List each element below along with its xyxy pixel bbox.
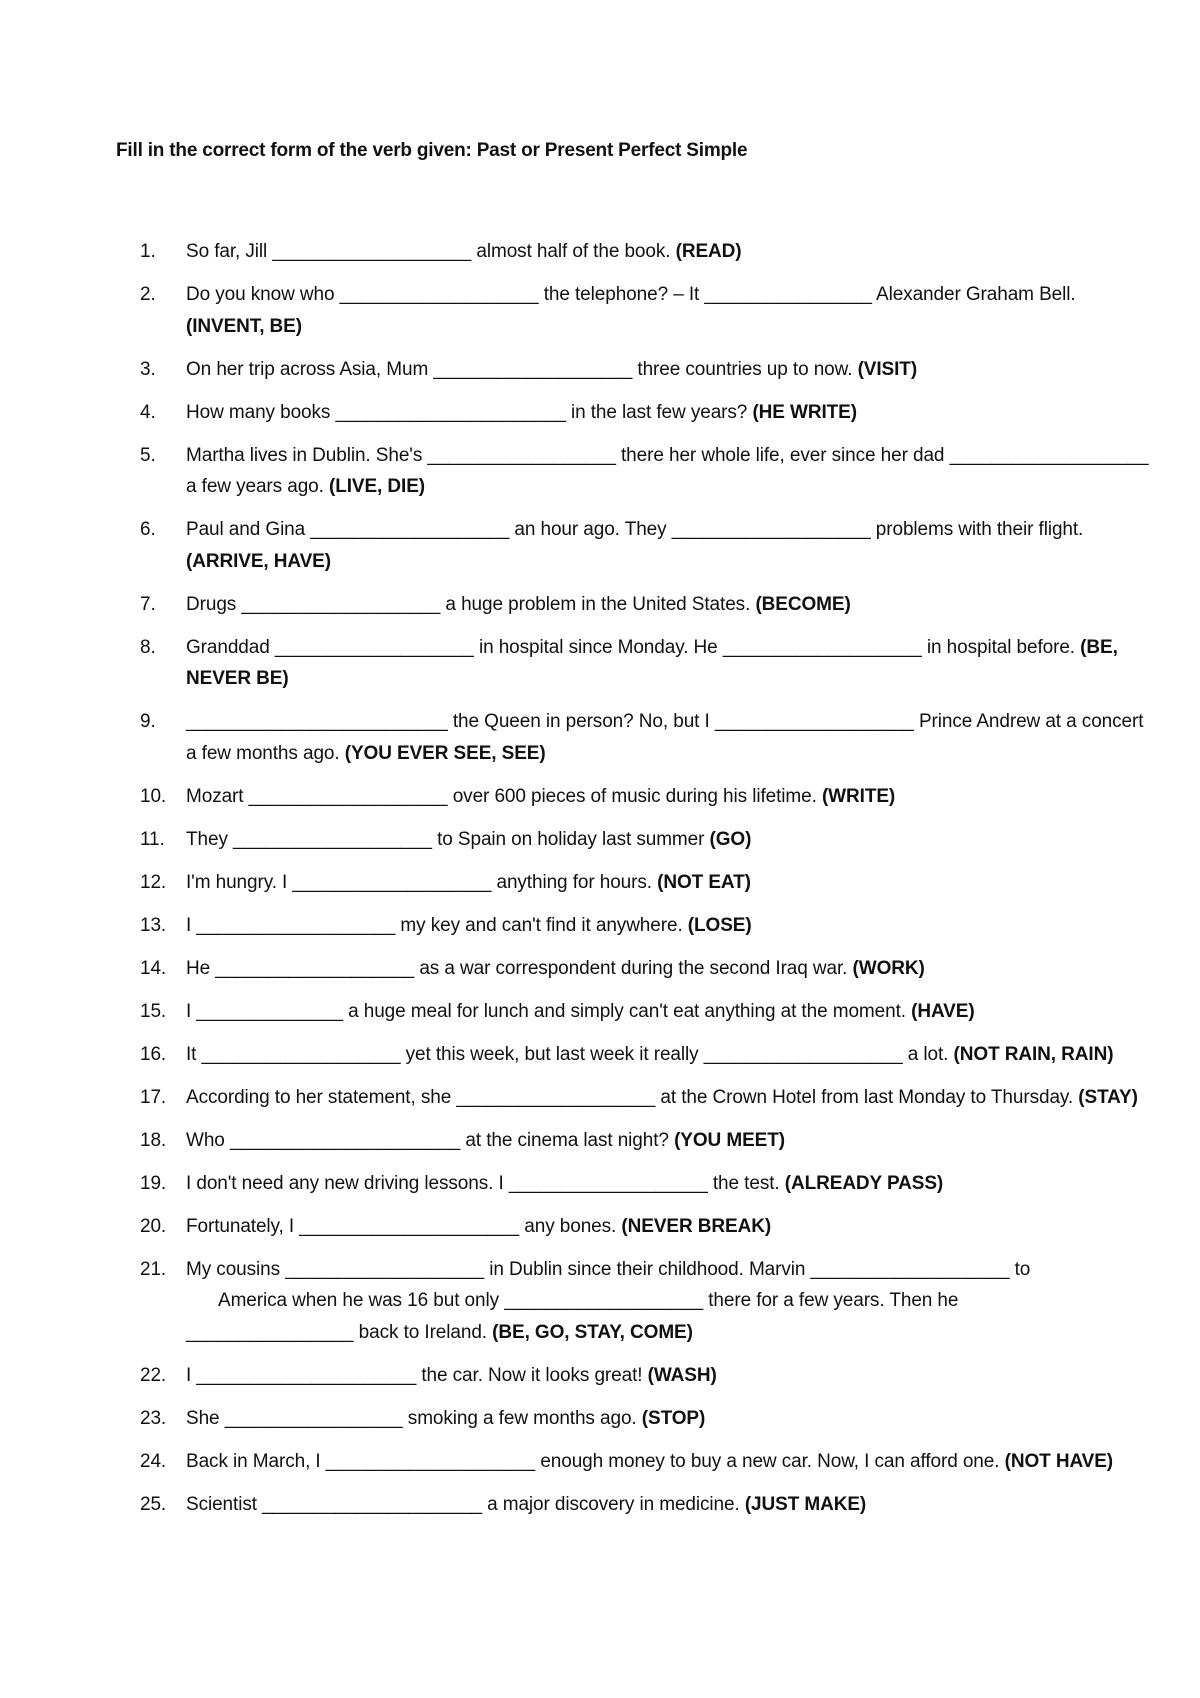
answer-blank[interactable]: ___________________ — [285, 1258, 485, 1280]
exercise-item — [140, 589, 1150, 621]
exercise-sentence — [186, 637, 1118, 690]
answer-blank[interactable]: ___________________ — [949, 444, 1149, 466]
answer-blank[interactable]: _____________________ — [299, 1215, 520, 1237]
exercise-item — [140, 996, 1150, 1028]
verb-hint: (HAVE) — [911, 1000, 975, 1022]
sentence-text: in the last few years? — [565, 401, 753, 423]
sentence-text: smoking a few months ago. — [402, 1407, 642, 1429]
verb-hint: (LIVE, DIE) — [329, 476, 426, 497]
exercise-item — [140, 279, 1150, 342]
exercise-sentence — [186, 711, 1143, 764]
exercise-number: 18. — [140, 1129, 167, 1151]
answer-blank[interactable]: ____________________ — [325, 1450, 536, 1472]
answer-blank[interactable]: _____________________ — [196, 1364, 417, 1386]
answer-blank[interactable]: ___________________ — [722, 636, 922, 658]
sentence-text: a few years ago. — [186, 476, 329, 497]
exercise-sentence — [186, 1408, 705, 1429]
verb-hint: (WASH) — [647, 1364, 717, 1386]
sentence-text: Who — [186, 1129, 230, 1151]
answer-blank[interactable]: ___________________ — [233, 828, 432, 850]
answer-blank[interactable]: ___________________ — [671, 519, 871, 540]
exercise-number: 21. — [140, 1258, 167, 1280]
sentence-text: enough money to buy a new car. Now, I can afford one. — [535, 1450, 1005, 1472]
exercise-item — [140, 397, 1150, 429]
answer-blank[interactable]: ___________________ — [508, 1172, 708, 1194]
sentence-text: problems with their flight. — [870, 519, 1084, 540]
exercise-sentence — [186, 284, 1076, 337]
exercise-item — [140, 1082, 1150, 1114]
exercise-number: 25. — [140, 1493, 167, 1515]
answer-blank[interactable]: ______________________ — [335, 401, 566, 423]
verb-hint: (JUST MAKE) — [744, 1493, 867, 1515]
exercise-item — [140, 706, 1150, 769]
sentence-text: three countries up to now. — [632, 358, 858, 380]
exercise-sentence — [186, 829, 751, 850]
answer-blank[interactable]: ___________________ — [310, 519, 510, 540]
sentence-text: any bones. — [519, 1215, 622, 1237]
sentence-text: there for a few years. Then he — [703, 1290, 959, 1311]
sentence-text: Drugs — [186, 593, 242, 615]
answer-blank[interactable]: ___________________ — [292, 871, 492, 893]
exercise-sentence — [186, 1087, 1138, 1108]
exercise-number: 7. — [140, 593, 156, 615]
exercise-sentence — [186, 1451, 1113, 1472]
answer-blank[interactable]: ___________________ — [272, 241, 472, 262]
exercise-number: 13. — [140, 914, 167, 936]
sentence-text: in Dublin since their childhood. Marvin — [484, 1258, 811, 1280]
exercise-number: 19. — [140, 1172, 167, 1194]
verb-hint: (NOT HAVE) — [1004, 1450, 1114, 1472]
answer-blank[interactable]: ___________________ — [248, 785, 448, 807]
exercise-item — [140, 1489, 1150, 1521]
exercise-item — [140, 354, 1150, 386]
sentence-text: at the cinema last night? — [460, 1129, 675, 1151]
verb-hint: (LOSE) — [687, 914, 752, 936]
exercise-item — [140, 824, 1150, 856]
exercise-sentence — [186, 786, 895, 807]
exercise-item — [140, 1168, 1150, 1200]
exercise-item — [140, 1211, 1150, 1243]
exercise-item — [140, 1125, 1150, 1157]
exercise-number: 10. — [140, 785, 167, 807]
worksheet-title: Fill in the correct form of the verb given: Past or Present Perfect Simple — [116, 140, 748, 161]
answer-blank[interactable]: ___________________ — [703, 1043, 903, 1065]
exercise-item — [140, 440, 1150, 503]
verb-hint: (HE WRITE) — [752, 401, 857, 423]
exercise-number: 17. — [140, 1086, 167, 1108]
answer-blank[interactable]: ___________________ — [339, 284, 539, 305]
verb-hint: (STOP) — [641, 1407, 706, 1429]
answer-blank[interactable]: ___________________ — [714, 711, 914, 732]
exercise-item — [140, 1403, 1150, 1435]
sentence-text: Alexander Graham Bell. — [871, 284, 1076, 305]
exercise-item — [140, 514, 1150, 577]
exercise-sentence — [186, 1044, 1113, 1065]
verb-hint: (ALREADY PASS) — [784, 1172, 944, 1194]
sentence-text: over 600 pieces of music during his lifetime. — [447, 785, 822, 807]
exercise-item — [140, 1039, 1150, 1071]
sentence-text: the car. Now it looks great! — [416, 1364, 648, 1386]
sentence-text: the Queen in person? No, but I — [447, 711, 715, 732]
exercise-sentence — [186, 1173, 943, 1194]
sentence-text: Granddad — [186, 636, 275, 658]
exercise-number: 1. — [140, 241, 156, 262]
answer-blank[interactable]: ___________________ — [274, 636, 474, 658]
exercise-sentence — [186, 359, 917, 380]
exercise-sentence — [186, 958, 925, 979]
sentence-text: Back in March, I — [186, 1450, 326, 1472]
verb-hint: (WORK) — [852, 957, 925, 979]
sentence-text: a major discovery in medicine. — [481, 1493, 745, 1515]
answer-blank[interactable]: ___________________ — [810, 1258, 1010, 1280]
exercise-sentence-line — [186, 1317, 1150, 1349]
sentence-text: to — [1009, 1258, 1031, 1280]
exercise-item — [140, 1360, 1150, 1392]
verb-hint: (READ) — [675, 241, 742, 262]
exercise-number: 9. — [140, 711, 156, 732]
exercise-number: 24. — [140, 1450, 167, 1472]
exercise-sentence — [186, 1001, 975, 1022]
verb-hint: (NEVER BREAK) — [621, 1215, 772, 1237]
sentence-text: a huge meal for lunch and simply can't eat anything at the moment. — [342, 1000, 912, 1022]
exercise-number: 11. — [140, 828, 165, 850]
exercise-number: 22. — [140, 1364, 167, 1386]
exercise-item — [140, 781, 1150, 813]
verb-hint: (BECOME) — [755, 593, 851, 615]
exercise-number: 14. — [140, 957, 167, 979]
exercise-sentence-line — [186, 1254, 1150, 1286]
sentence-text: Martha lives in Dublin. She's — [186, 444, 428, 466]
exercise-number: 23. — [140, 1407, 167, 1429]
sentence-text: Prince Andrew at a concert a few months ago. — [186, 711, 1144, 764]
answer-blank[interactable]: _________________ — [224, 1407, 403, 1429]
sentence-text: America when he was 16 but only — [218, 1290, 505, 1311]
sentence-text: there her whole life, ever since her dad — [615, 444, 950, 466]
exercise-sentence — [186, 241, 742, 262]
sentence-text: to Spain on holiday last summer — [431, 828, 710, 850]
answer-blank[interactable]: ______________ — [196, 1000, 343, 1022]
sentence-text: at the Crown Hotel from last Monday to Thursday. — [655, 1086, 1079, 1108]
sentence-text: in hospital before. — [921, 636, 1081, 658]
exercise-number: 15. — [140, 1000, 167, 1022]
verb-hint: (BE, GO, STAY, COME) — [492, 1321, 693, 1343]
sentence-text: Mozart — [186, 785, 249, 807]
exercise-sentence — [186, 519, 1083, 572]
sentence-text: So far, Jill — [186, 241, 273, 262]
exercise-list — [140, 236, 1150, 1532]
exercise-number: 20. — [140, 1215, 167, 1237]
exercise-sentence — [186, 915, 752, 936]
verb-hint: (YOU EVER SEE, SEE) — [344, 742, 546, 764]
sentence-text: I — [186, 1364, 197, 1386]
answer-blank[interactable]: ___________________ — [215, 957, 415, 979]
exercise-number: 6. — [140, 519, 156, 540]
verb-hint: (GO) — [709, 828, 752, 850]
exercise-sentence — [186, 1216, 771, 1237]
answer-blank[interactable]: ___________________ — [201, 1043, 401, 1065]
sentence-text: back to Ireland. — [353, 1321, 493, 1343]
exercise-sentence — [186, 1494, 866, 1515]
sentence-text: Fortunately, I — [186, 1215, 300, 1237]
sentence-text: I — [186, 914, 197, 936]
sentence-text: They — [186, 828, 234, 850]
sentence-text: a huge problem in the United States. — [440, 593, 756, 615]
answer-blank[interactable]: ___________________ — [196, 914, 396, 936]
exercise-sentence — [186, 402, 857, 423]
exercise-sentence — [186, 872, 751, 893]
answer-blank[interactable]: ________________ — [704, 284, 872, 305]
verb-hint: (NOT RAIN, RAIN) — [953, 1043, 1114, 1065]
exercise-sentence — [186, 1365, 717, 1386]
sentence-text: I'm hungry. I — [186, 871, 293, 893]
exercise-item — [140, 632, 1150, 695]
answer-blank[interactable]: __________________ — [427, 444, 616, 466]
exercise-number: 5. — [140, 444, 156, 466]
answer-blank[interactable]: _____________________ — [262, 1493, 482, 1515]
verb-hint: (STAY) — [1078, 1086, 1138, 1108]
verb-hint: (BE, NEVER BE) — [186, 636, 1118, 689]
sentence-text: Scientist — [186, 1493, 263, 1515]
sentence-text: in hospital since Monday. He — [473, 636, 723, 658]
answer-blank[interactable]: ______________________ — [229, 1129, 461, 1151]
answer-blank[interactable]: _________________________ — [186, 711, 448, 732]
answer-blank[interactable]: ___________________ — [456, 1086, 656, 1108]
exercise-item — [140, 910, 1150, 942]
sentence-text: yet this week, but last week it really — [400, 1043, 704, 1065]
verb-hint: (YOU MEET) — [674, 1129, 785, 1151]
answer-blank[interactable]: ________________ — [186, 1321, 354, 1343]
sentence-text: a lot. — [902, 1043, 954, 1065]
sentence-text: My cousins — [186, 1258, 286, 1280]
sentence-text: the test. — [707, 1172, 785, 1194]
exercise-number: 3. — [140, 358, 156, 380]
sentence-text: I — [186, 1000, 197, 1022]
exercise-sentence — [186, 445, 1148, 498]
exercise-item — [140, 1446, 1150, 1478]
exercise-number: 2. — [140, 284, 156, 305]
verb-hint: (NOT EAT) — [657, 871, 751, 893]
sentence-text: Paul and Gina — [186, 519, 311, 540]
verb-hint: (ARRIVE, HAVE) — [186, 550, 331, 572]
sentence-text: She — [186, 1407, 225, 1429]
sentence-text: I don't need any new driving lessons. I — [186, 1172, 509, 1194]
sentence-text: almost half of the book. — [471, 241, 676, 262]
verb-hint: (INVENT, BE) — [186, 315, 302, 337]
exercise-number: 12. — [140, 871, 167, 893]
exercise-number: 8. — [140, 636, 156, 658]
exercise-sentence-line — [186, 1285, 1150, 1317]
exercise-item — [140, 236, 1150, 268]
sentence-text: It — [186, 1043, 202, 1065]
answer-blank[interactable]: ___________________ — [241, 593, 441, 615]
sentence-text: On her trip across Asia, Mum — [186, 358, 434, 380]
exercise-number: 4. — [140, 401, 156, 423]
exercise-number: 16. — [140, 1043, 167, 1065]
exercise-sentence — [186, 594, 851, 615]
sentence-text: my key and can't find it anywhere. — [395, 914, 688, 936]
sentence-text: an hour ago. They — [509, 519, 672, 540]
sentence-text: Do you know who — [186, 284, 340, 305]
exercise-sentence — [186, 1130, 785, 1151]
sentence-text: How many books — [186, 401, 336, 423]
sentence-text: According to her statement, she — [186, 1086, 457, 1108]
sentence-text: anything for hours. — [491, 871, 658, 893]
sentence-text: as a war correspondent during the second Iraq war. — [414, 957, 853, 979]
verb-hint: (VISIT) — [857, 358, 918, 380]
answer-blank[interactable]: ___________________ — [433, 358, 633, 380]
sentence-text: the telephone? – It — [538, 284, 705, 305]
verb-hint: (WRITE) — [821, 785, 896, 807]
exercise-item — [140, 953, 1150, 985]
exercise-item — [140, 867, 1150, 899]
sentence-text: He — [186, 957, 216, 979]
answer-blank[interactable]: ___________________ — [504, 1290, 704, 1311]
exercise-item — [140, 1254, 1150, 1349]
